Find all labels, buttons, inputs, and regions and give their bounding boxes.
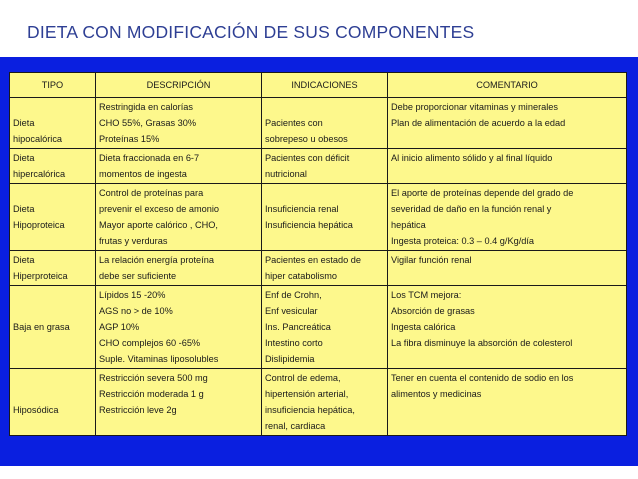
header-comentario: COMENTARIO [388,73,627,98]
cell-line [391,268,623,284]
cell-line [391,418,623,434]
cell-line: Dieta [13,118,35,128]
cell-line: Intestino corto [265,338,323,348]
cell-line: AGS no > de 10% [99,306,173,316]
cell-line: Dieta [13,153,35,163]
cell-line: Hiperproteica [13,271,68,281]
cell-line: Dieta [13,204,35,214]
page-title: DIETA CON MODIFICACIÓN DE SUS COMPONENTES [27,22,475,42]
cell-line: Absorción de grasas [391,306,475,316]
cell-line: CHO complejos 60 -65% [99,338,201,348]
cell-line [13,303,92,319]
cell-line: debe ser suficiente [99,271,177,281]
cell-tipo [10,369,96,436]
cell-line [13,233,92,249]
cell-descripcion [96,98,262,149]
header-indicaciones: INDICACIONES [262,73,388,98]
cell-line: La relación energía proteína [99,255,214,265]
cell-descripcion [96,286,262,369]
cell-line: Hiposódica [13,405,59,415]
cell-line: Mayor aporte calórico , CHO, [99,220,218,230]
cell-indicaciones [262,184,388,251]
cell-line [13,386,92,402]
cell-line: Pacientes en estado de [265,255,362,265]
cell-tipo [10,149,96,184]
cell-line [13,418,92,434]
table-row [10,184,627,251]
cell-indicaciones [262,98,388,149]
cell-line [13,99,92,115]
cell-line [265,233,384,249]
cell-line: Control de proteínas para [99,188,204,198]
cell-line [13,370,92,386]
cell-line: hipocalórica [13,134,63,144]
cell-indicaciones [262,286,388,369]
cell-line: renal, cardiaca [265,421,326,431]
cell-line: severidad de daño en la función renal y [391,204,552,214]
cell-tipo [10,286,96,369]
cell-line: Pacientes con déficit [265,153,350,163]
cell-descripcion [96,184,262,251]
cell-line: prevenir el exceso de amonio [99,204,220,214]
cell-line: Tener en cuenta el contenido de sodio en los [391,373,574,383]
cell-line: alimentos y medicinas [391,389,482,399]
header-descripcion: DESCRIPCIÓN [96,73,262,98]
cell-line [13,185,92,201]
cell-line: Restricción severa 500 mg [99,373,208,383]
cell-line [99,418,258,434]
header-tipo: TIPO [10,73,96,98]
cell-line: Ins. Pancreática [265,322,331,332]
cell-tipo [10,184,96,251]
table-row [10,98,627,149]
cell-line: Vigilar función renal [391,255,472,265]
cell-line: Lípidos 15 -20% [99,290,166,300]
cell-line: Enf vesicular [265,306,318,316]
cell-line [265,185,384,201]
cell-line: Suple. Vitaminas liposolubles [99,354,219,364]
cell-indicaciones [262,251,388,286]
cell-comentario [388,251,627,286]
cell-line: AGP 10% [99,322,140,332]
cell-line: Debe proporcionar vitaminas y minerales [391,102,558,112]
cell-comentario [388,149,627,184]
cell-line: Plan de alimentación de acuerdo a la edad [391,118,566,128]
cell-descripcion [96,369,262,436]
cell-line: hipertensión arterial, [265,389,349,399]
cell-line: frutas y verduras [99,236,168,246]
cell-line: La fibra disminuye la absorción de colesterol [391,338,573,348]
cell-line: Ingesta calórica [391,322,456,332]
table-row [10,286,627,369]
cell-comentario [388,369,627,436]
cell-line: Control de edema, [265,373,341,383]
cell-indicaciones [262,149,388,184]
cell-line [13,351,92,367]
cell-line: El aporte de proteínas depende del grado de [391,188,574,198]
cell-line: momentos de ingesta [99,169,187,179]
table-header-row [10,73,627,98]
diet-table [9,72,627,436]
cell-line: CHO 55%, Grasas 30% [99,118,197,128]
cell-line: Los TCM mejora: [391,290,462,300]
cell-comentario [388,184,627,251]
cell-line: Dislipidemia [265,354,315,364]
cell-line: Insuficiencia hepática [265,220,353,230]
cell-line: Dieta [13,255,35,265]
cell-line: Proteínas 15% [99,134,160,144]
table-row [10,369,627,436]
cell-line: sobrepeso u obesos [265,134,348,144]
table-row [10,251,627,286]
cell-indicaciones [262,369,388,436]
cell-line: Restricción leve 2g [99,405,177,415]
cell-line: Restringida en calorías [99,102,193,112]
cell-line [265,99,384,115]
cell-line: Hipoproteica [13,220,65,230]
cell-line [13,287,92,303]
cell-line [391,402,623,418]
cell-tipo [10,251,96,286]
cell-descripcion [96,149,262,184]
cell-line: hipercalórica [13,169,66,179]
cell-line: Insuficiencia renal [265,204,339,214]
cell-line: Restricción moderada 1 g [99,389,204,399]
cell-line [391,166,623,182]
cell-line: nutricional [265,169,307,179]
cell-line [391,131,623,147]
cell-line: Pacientes con [265,118,323,128]
table-row [10,149,627,184]
cell-descripcion [96,251,262,286]
cell-line: Ingesta proteica: 0.3 – 0.4 g/Kg/día [391,236,535,246]
cell-tipo [10,98,96,149]
cell-line [391,351,623,367]
cell-line [13,335,92,351]
cell-line: Al inicio alimento sólido y al final líquido [391,153,553,163]
cell-comentario [388,98,627,149]
cell-line: hepática [391,220,426,230]
cell-line: hiper catabolismo [265,271,338,281]
cell-line: Dieta fraccionada en 6-7 [99,153,200,163]
cell-line: Enf de Crohn, [265,290,322,300]
cell-line: insuficiencia hepática, [265,405,355,415]
cell-line: Baja en grasa [13,322,70,332]
cell-comentario [388,286,627,369]
